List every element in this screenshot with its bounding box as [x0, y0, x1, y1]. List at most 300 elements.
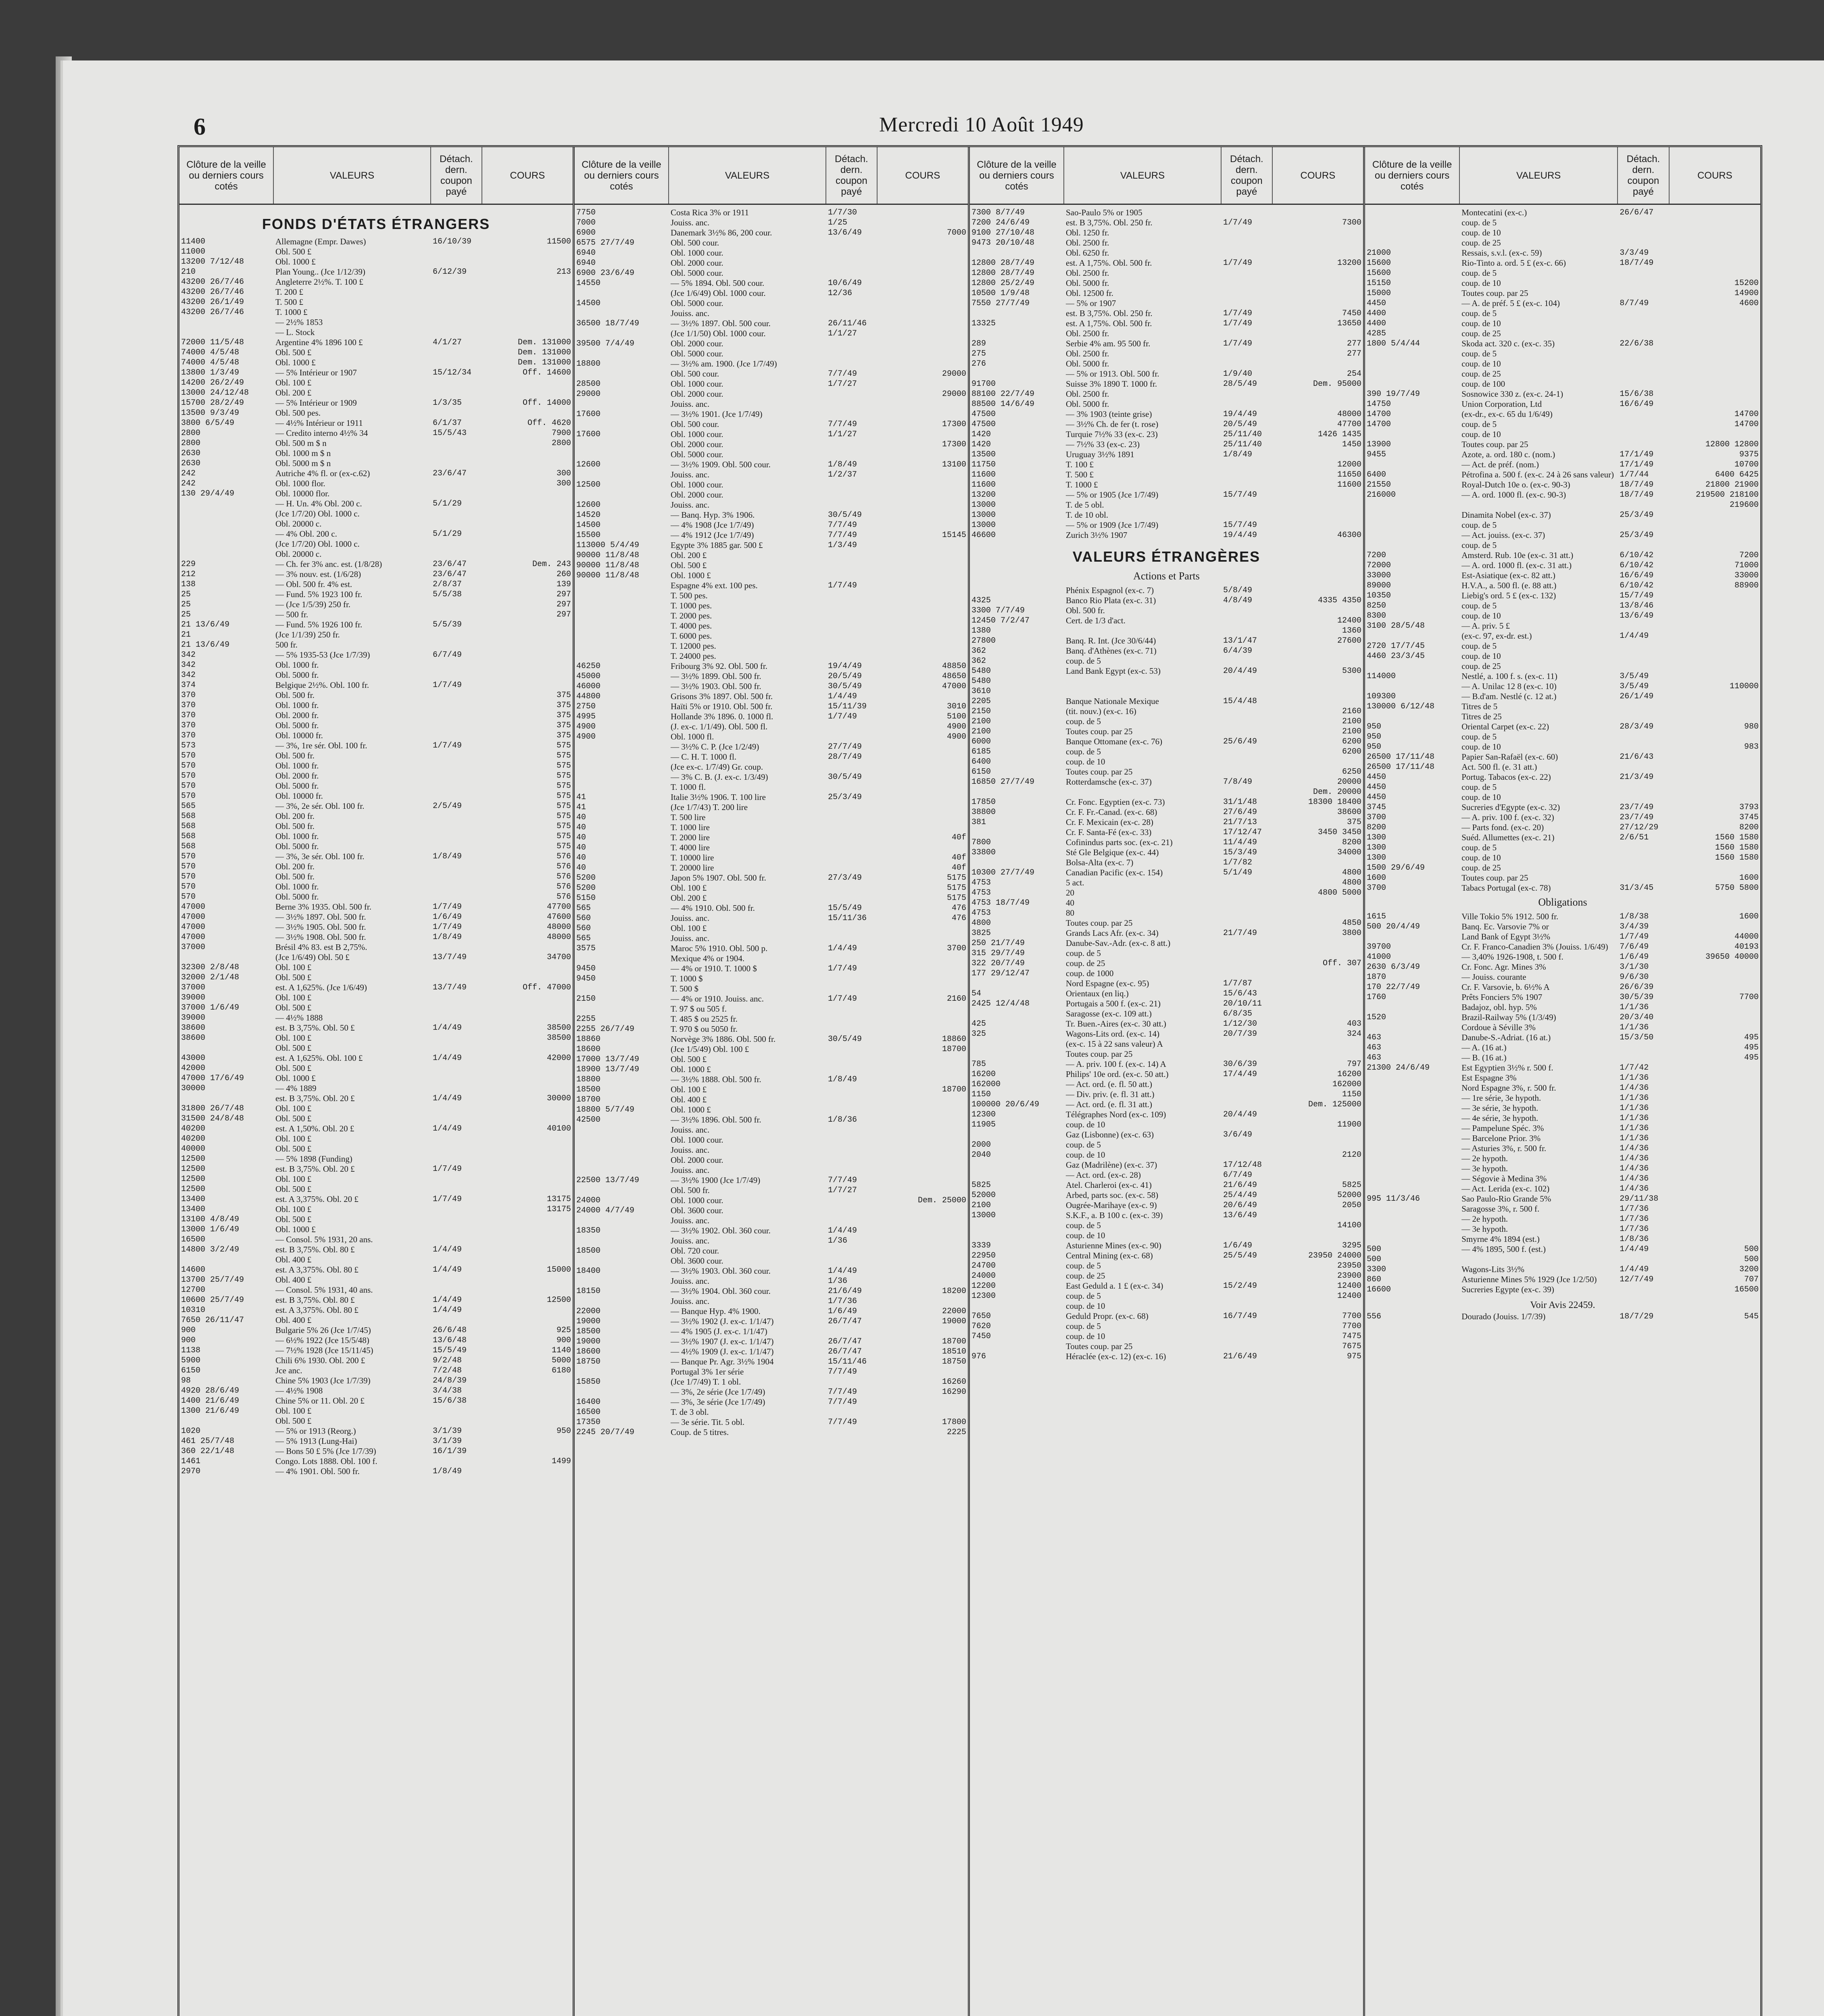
- row-cloture: 22000: [576, 1307, 601, 1316]
- row-cloture: [1365, 1164, 1460, 1174]
- row-detach: [431, 1043, 482, 1053]
- row-detach: [1222, 948, 1273, 958]
- table-row: [179, 680, 573, 690]
- row-cours: [878, 1115, 968, 1125]
- row-valeur: — 5% 1913 (Lung-Hai): [275, 1436, 357, 1446]
- table-row: [970, 389, 1363, 399]
- row-valeur: Amsterd. Rub. 10e (ex-c. 31 att.): [1461, 550, 1574, 560]
- row-detach: [826, 732, 878, 742]
- row-cloture: [970, 1231, 1064, 1241]
- table-row: [179, 529, 573, 539]
- row-cours: 7300: [1342, 218, 1361, 227]
- row-cloture: [575, 1145, 669, 1155]
- row-cours: 1140: [551, 1346, 571, 1355]
- row-cloture: 3700: [1367, 883, 1386, 893]
- row-cloture: [1365, 1184, 1460, 1194]
- row-valeur: Obl. 5000 cour.: [671, 298, 723, 308]
- table-row: [970, 288, 1363, 298]
- row-cloture: 7800: [971, 838, 991, 847]
- row-cours: [878, 571, 968, 581]
- row-cours: 11600: [1337, 480, 1361, 489]
- row-cours: 7475: [1342, 1332, 1361, 1341]
- table-row: [1365, 982, 1760, 992]
- row-detach: [826, 490, 878, 500]
- row-detach: 25/6/49: [1223, 737, 1257, 746]
- row-valeur: — Fund. 5% 1923 100 fr.: [275, 589, 363, 599]
- row-valeur: Obl. 10000 flor.: [275, 489, 330, 498]
- row-detach: [1222, 908, 1273, 918]
- row-valeur: (Jce 1/7/20) Obl. 1000 c.: [275, 539, 360, 549]
- row-detach: 19/4/49: [1223, 531, 1257, 540]
- table-row: [179, 489, 573, 499]
- row-cloture: [1365, 540, 1460, 550]
- table-row: [1365, 661, 1760, 671]
- row-cours: 4900: [946, 732, 966, 741]
- row-detach: 1/4/49: [433, 1245, 462, 1254]
- row-cloture: 10600 25/7/49: [181, 1295, 244, 1305]
- row-cloture: 8300: [1367, 611, 1386, 621]
- row-valeur: — Banque Hyp. 4% 1900.: [671, 1306, 761, 1316]
- row-cours: [1670, 691, 1760, 702]
- row-cours: 575: [556, 822, 571, 831]
- row-cours: [1273, 389, 1363, 399]
- row-detach: [1222, 606, 1273, 616]
- row-valeur: est. A 1,50%. Obl. 20 £: [275, 1124, 354, 1133]
- row-valeur: Obl. 500 fr.: [275, 690, 315, 700]
- row-valeur: T. 500 £: [275, 297, 304, 307]
- row-cloture: 6185: [971, 747, 991, 756]
- row-detach: [431, 962, 482, 973]
- row-cloture: 11000: [181, 247, 206, 256]
- row-cours: [482, 1184, 573, 1194]
- row-detach: [431, 821, 482, 831]
- row-cours: 476: [951, 914, 966, 923]
- row-cours: [1670, 1103, 1760, 1113]
- row-cloture: 570: [181, 751, 196, 760]
- table-row: [970, 238, 1363, 248]
- table-row: [1365, 671, 1760, 681]
- row-cloture: 40: [576, 833, 586, 842]
- row-cours: [482, 1114, 573, 1124]
- row-cloture: 2750: [576, 702, 596, 711]
- row-cloture: 4450: [1367, 783, 1386, 792]
- row-detach: 7/7/49: [828, 1418, 857, 1427]
- row-cours: [878, 218, 968, 228]
- row-cours: 495: [1744, 1033, 1759, 1042]
- row-cloture: 14200 26/2/49: [181, 378, 244, 387]
- row-cloture: 463: [1367, 1053, 1382, 1062]
- row-cloture: 342: [181, 650, 196, 660]
- table-row: [575, 702, 968, 712]
- table-row: [1365, 1234, 1760, 1244]
- row-detach: [1222, 1231, 1273, 1241]
- row-cours: [1670, 1133, 1760, 1143]
- row-cloture: 29000: [576, 389, 601, 399]
- row-valeur: — 4% 1895, 500 f. (est.): [1461, 1244, 1546, 1254]
- row-valeur: est. A 1,75%. Obl. 500 fr.: [1066, 319, 1152, 328]
- table-row: [1365, 772, 1760, 782]
- row-cours: [878, 1236, 968, 1246]
- table-row: [575, 359, 968, 369]
- row-cloture: 1300: [1367, 853, 1386, 862]
- row-cloture: 570: [181, 892, 196, 902]
- table-row: [575, 399, 968, 409]
- row-cours: [1670, 752, 1760, 762]
- table-row: [1365, 571, 1760, 581]
- row-detach: 1/8/36: [1620, 1235, 1649, 1244]
- row-cloture: 6900 23/6/49: [576, 269, 635, 278]
- row-detach: [431, 700, 482, 710]
- row-valeur: Jce anc.: [275, 1366, 302, 1375]
- row-detach: 1/4/49: [828, 1266, 857, 1276]
- row-valeur: — 4% 1889: [275, 1083, 317, 1093]
- row-valeur: Titres de 25: [1461, 712, 1502, 721]
- row-cloture: [575, 984, 669, 994]
- table-row: [575, 1397, 968, 1407]
- row-cloture: [179, 952, 274, 962]
- row-cloture: 13000 24/12/48: [181, 388, 249, 398]
- row-detach: 26/6/39: [1620, 983, 1654, 992]
- row-cours: 3700: [946, 944, 966, 953]
- row-detach: [1618, 853, 1669, 863]
- row-cloture: [575, 1236, 669, 1246]
- row-detach: [826, 1246, 878, 1256]
- row-cours: [878, 1054, 968, 1064]
- table-row: [1365, 379, 1760, 389]
- row-detach: 1/7/49: [828, 994, 857, 1004]
- row-cours: 7700: [1342, 1312, 1361, 1321]
- row-valeur: — 3% C. B. (J. ex-c. 1/3/49): [671, 772, 768, 782]
- row-cours: [482, 1245, 573, 1255]
- row-valeur: est. B 3,75%. Obl. 20 £: [275, 1164, 355, 1174]
- table-row: [575, 641, 968, 651]
- row-cloture: 130 29/4/49: [181, 489, 235, 498]
- table-row: [179, 1345, 573, 1356]
- row-cours: 12500: [546, 1295, 571, 1305]
- table-row: [179, 549, 573, 559]
- table-row: [179, 277, 573, 287]
- row-detach: 23/6/47: [433, 570, 467, 579]
- row-cloture: 7620: [971, 1322, 991, 1331]
- row-valeur: Obl. 5000 fr.: [275, 670, 319, 680]
- row-valeur: 500 fr.: [275, 640, 298, 650]
- row-valeur: Toutes coup. par 25: [1461, 873, 1528, 883]
- row-cours: [482, 1104, 573, 1114]
- table-row: [575, 863, 968, 873]
- row-cloture: 4753: [971, 908, 991, 918]
- table-row: [179, 1023, 573, 1033]
- table-row: [575, 1256, 968, 1266]
- row-detach: 25/11/40: [1223, 430, 1262, 439]
- row-cloture: 47000: [181, 912, 206, 922]
- row-cloture: [970, 1009, 1064, 1019]
- row-cours: [878, 1276, 968, 1286]
- row-cloture: 47000: [181, 933, 206, 942]
- row-valeur: — Consol. 5% 1931, 20 ans.: [275, 1235, 373, 1244]
- row-detach: [826, 1054, 878, 1064]
- table-row: [1365, 460, 1760, 470]
- row-valeur: — 2e hypoth.: [1461, 1214, 1508, 1224]
- row-cloture: 4460 23/3/45: [1367, 652, 1425, 661]
- row-cloture: 2970: [181, 1467, 201, 1476]
- row-detach: 1/7/49: [1223, 258, 1253, 268]
- table-row: [575, 631, 968, 641]
- table-row: [1365, 319, 1760, 329]
- row-cours: [1670, 1073, 1760, 1083]
- row-detach: 1/7/49: [433, 1164, 462, 1174]
- row-detach: [431, 731, 482, 741]
- row-valeur: Central Mining (ex-c. 68): [1066, 1251, 1153, 1260]
- row-cours: [1670, 208, 1760, 218]
- table-row: [1365, 399, 1760, 409]
- row-cours: 15200: [1734, 279, 1759, 288]
- row-detach: 7/7/49: [828, 369, 857, 379]
- row-valeur: (ex-dr., ex-c. 65 du 1/6/49): [1461, 409, 1553, 419]
- row-detach: [826, 359, 878, 369]
- row-valeur: T. 500 $: [671, 984, 699, 993]
- row-detach: [1222, 787, 1273, 797]
- row-detach: [826, 883, 878, 893]
- row-valeur: est. A 3,375%. Obl. 80 £: [275, 1305, 359, 1315]
- row-detach: [826, 439, 878, 450]
- row-cloture: 13100 4/8/49: [181, 1215, 240, 1224]
- row-valeur: — 4½% Intérieur or 1911: [275, 418, 363, 428]
- table-row: [575, 540, 968, 550]
- row-cours: [1273, 490, 1363, 500]
- row-cloture: 500 20/4/49: [1367, 922, 1420, 931]
- row-cloture: [970, 1301, 1064, 1311]
- row-cloture: [575, 1367, 669, 1377]
- row-cloture: 3610: [971, 687, 991, 696]
- table-row: [1365, 490, 1760, 500]
- table-row: [179, 327, 573, 337]
- row-valeur: 80: [1066, 908, 1074, 918]
- row-cours: Dem. 131000: [517, 348, 571, 357]
- table-row: [1365, 873, 1760, 883]
- row-cloture: 91700: [971, 379, 996, 389]
- table-row: [970, 298, 1363, 308]
- row-cloture: [970, 308, 1064, 319]
- row-cloture: [575, 1004, 669, 1014]
- row-valeur: — Consol. 5% 1931, 40 ans.: [275, 1285, 373, 1295]
- row-cours: 6200: [1342, 747, 1361, 756]
- row-cours: [1273, 500, 1363, 510]
- header-cloture: Clôture de la veille ou derniers cours cotés: [970, 147, 1064, 204]
- row-valeur: Land Bank of Egypt 3½%: [1461, 932, 1551, 941]
- row-cours: 3450 3450: [1317, 828, 1361, 837]
- row-valeur: coup. de 5: [1066, 948, 1101, 958]
- row-detach: 1/4/49: [433, 1295, 462, 1305]
- row-cours: 22000: [942, 1307, 966, 1316]
- table-row: [1365, 992, 1760, 1002]
- table-row: [179, 600, 573, 610]
- row-cours: [1670, 631, 1760, 641]
- row-cours: [1273, 858, 1363, 868]
- row-detach: [1222, 500, 1273, 510]
- table-row: [179, 721, 573, 731]
- row-detach: [1222, 460, 1273, 470]
- row-valeur: 20: [1066, 888, 1074, 898]
- row-detach: 2/6/51: [1620, 833, 1649, 842]
- row-valeur: [1064, 676, 1222, 686]
- row-cloture: 950: [1367, 742, 1382, 752]
- row-valeur: Obl. 720 cour.: [671, 1246, 719, 1256]
- row-cloture: [179, 1416, 274, 1426]
- row-valeur: Sté Gle Belgique (ex-c. 44): [1066, 848, 1159, 857]
- row-detach: [1618, 540, 1669, 550]
- row-detach: 26/7/47: [828, 1347, 862, 1356]
- row-valeur: Hollande 3% 1896. 0. 1000 fl.: [671, 712, 773, 721]
- row-cours: [1670, 349, 1760, 359]
- row-cloture: 17600: [576, 430, 601, 439]
- row-cloture: [179, 539, 274, 549]
- row-valeur: Belgique 2½%. Obl. 100 fr.: [275, 680, 369, 690]
- row-cours: [878, 540, 968, 550]
- row-detach: 25/4/49: [1223, 1191, 1257, 1200]
- row-cours: [878, 1367, 968, 1377]
- row-detach: [431, 1225, 482, 1235]
- row-valeur: T. 4000 lire: [671, 843, 710, 852]
- row-cloture: 15600: [1367, 258, 1391, 268]
- row-cloture: [1365, 681, 1460, 691]
- row-valeur: Jouiss. anc.: [671, 1216, 710, 1225]
- row-cours: Off. 14600: [522, 368, 571, 377]
- row-detach: [1618, 218, 1669, 228]
- row-detach: 15/5/43: [433, 429, 467, 438]
- row-valeur: coup. de 5: [1461, 419, 1497, 429]
- table-row: [970, 278, 1363, 288]
- header-cours: COURS: [1697, 170, 1732, 181]
- row-valeur: Brazil-Railway 5% (1/3/49): [1461, 1012, 1556, 1022]
- row-valeur: — 5% or 1913 (Reorg.): [275, 1426, 356, 1436]
- row-cloture: [179, 529, 274, 539]
- row-valeur: coup. de 10: [1066, 1150, 1105, 1160]
- row-detach: [826, 349, 878, 359]
- table-row: [1365, 762, 1760, 772]
- row-cours: [1273, 585, 1363, 596]
- row-cours: [878, 520, 968, 530]
- row-cours: [1273, 606, 1363, 616]
- row-cloture: [1365, 712, 1460, 722]
- row-valeur: Liebig's ord. 5 £ (ex-c. 132): [1461, 591, 1556, 600]
- table-row: [179, 1396, 573, 1406]
- row-cours: [1670, 591, 1760, 601]
- row-detach: 5/1/29: [433, 529, 462, 539]
- row-cours: 47700: [546, 902, 571, 912]
- row-detach: [431, 1174, 482, 1184]
- row-detach: [431, 549, 482, 559]
- row-cloture: 2630: [181, 459, 201, 468]
- row-detach: 30/5/49: [828, 773, 862, 782]
- row-valeur: (Jce 1/7/20) Obl. 1000 c.: [275, 509, 360, 519]
- row-cloture: 18800 5/7/49: [576, 1105, 635, 1114]
- row-cloture: 461 25/7/48: [181, 1437, 235, 1446]
- row-cloture: 9473 20/10/48: [971, 238, 1035, 248]
- row-cours: 17800: [942, 1418, 966, 1427]
- row-valeur: Oriental Carpet (ex-c. 22): [1461, 722, 1549, 731]
- row-detach: 3/1/30: [1620, 962, 1649, 972]
- table-row: [1365, 691, 1760, 702]
- row-cloture: 1138: [181, 1346, 201, 1355]
- row-valeur: — B.d'am. Nestlé (c. 12 at.): [1461, 691, 1557, 701]
- row-detach: 1/8/49: [433, 933, 462, 942]
- row-cloture: 13700 25/7/49: [181, 1275, 244, 1285]
- row-cours: [1670, 732, 1760, 742]
- table-row: [970, 1210, 1363, 1220]
- table-row: [970, 369, 1363, 379]
- row-cours: 34700: [546, 953, 571, 962]
- row-valeur: coup. de 5: [1461, 843, 1497, 852]
- row-cours: [1273, 1301, 1363, 1311]
- table-row: [179, 973, 573, 983]
- row-cours: [878, 792, 968, 802]
- row-valeur: — 3½% 1908. Obl. 500 fr.: [275, 932, 366, 942]
- row-valeur: (Jce 1/7/43) T. 200 lire: [671, 802, 748, 812]
- table-row: [179, 1073, 573, 1083]
- row-cours: 29000: [942, 369, 966, 379]
- row-detach: [431, 438, 482, 448]
- row-cours: [482, 519, 573, 529]
- row-valeur: Obl. 100 £: [275, 993, 312, 1002]
- row-cours: [878, 1397, 968, 1407]
- row-cloture: 40: [576, 843, 586, 852]
- row-cours: [482, 1386, 573, 1396]
- row-cours: 13200: [1337, 258, 1361, 268]
- row-cours: 1560 1580: [1715, 843, 1759, 852]
- row-valeur: Chili 6% 1930. Obl. 200 £: [275, 1356, 365, 1365]
- row-cloture: 4450: [1367, 299, 1386, 308]
- row-cloture: 6400: [971, 757, 991, 766]
- row-cours: [1670, 510, 1760, 520]
- row-valeur: Obl. 100 £: [275, 1033, 312, 1043]
- table-row: [575, 1115, 968, 1125]
- row-cours: 38500: [546, 1033, 571, 1043]
- row-cours: [1273, 656, 1363, 666]
- row-valeur: — Bons 50 £ 5% (Jce 1/7/39): [275, 1446, 376, 1456]
- row-detach: 20/10/11: [1223, 999, 1262, 1008]
- row-cours: [878, 1075, 968, 1085]
- row-cours: [1670, 379, 1760, 389]
- row-cours: 7200: [1739, 551, 1759, 560]
- row-cours: 3010: [946, 702, 966, 711]
- row-detach: [1222, 298, 1273, 308]
- table-row: [179, 1446, 573, 1456]
- table-row: [970, 596, 1363, 606]
- header-cours: COURS: [510, 170, 545, 181]
- row-cours: 29000: [942, 389, 966, 399]
- row-cloture: 18700: [576, 1095, 601, 1104]
- row-detach: 27/7/49: [828, 742, 862, 752]
- table-row: [1365, 752, 1760, 762]
- table-row: [1365, 1214, 1760, 1224]
- row-cours: [1273, 450, 1363, 460]
- row-detach: 17/1/49: [1620, 460, 1654, 469]
- row-detach: 1/1/27: [828, 430, 857, 439]
- table-row: [179, 1033, 573, 1043]
- row-cloture: 12500: [181, 1175, 206, 1184]
- row-detach: 1/7/36: [828, 1297, 857, 1306]
- row-valeur: [1064, 686, 1222, 696]
- table-row: [575, 691, 968, 702]
- row-cours: [1273, 399, 1363, 409]
- table-row: [970, 626, 1363, 636]
- row-cours: [1670, 782, 1760, 792]
- table-row: [179, 610, 573, 620]
- row-cloture: 370: [181, 721, 196, 730]
- row-valeur: Haïti 5% or 1910. Obl. 500 fr.: [671, 702, 773, 711]
- table-row: [179, 811, 573, 821]
- row-cours: 110000: [1729, 682, 1759, 691]
